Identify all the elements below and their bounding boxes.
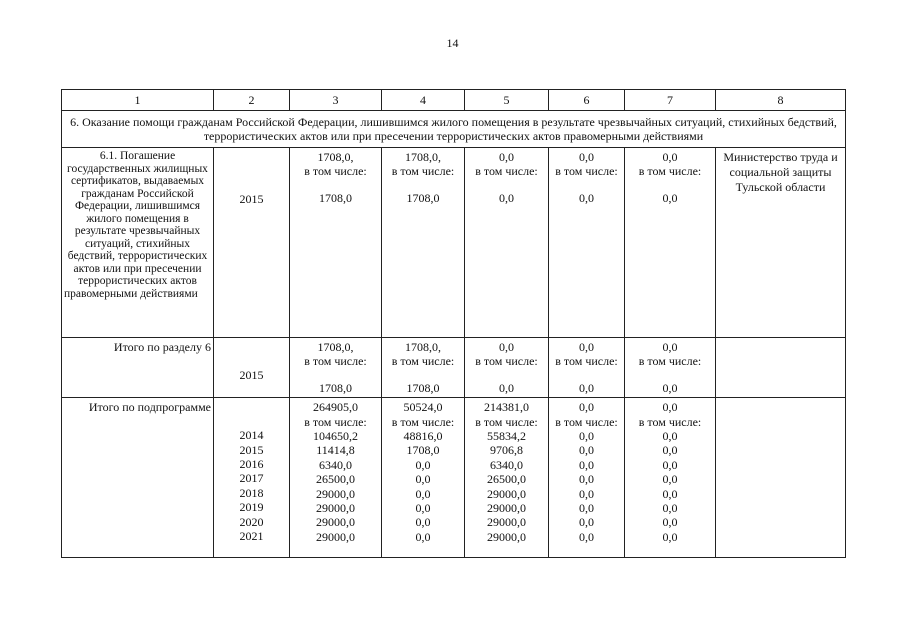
year-value: 1708,0 [406, 380, 440, 395]
year-value: 0,0 [662, 190, 678, 205]
year-value: 29000,0 [316, 529, 355, 544]
year-value: 29000,0 [487, 529, 526, 544]
year: 2014 [239, 428, 264, 443]
total-value: 0,0 [579, 400, 594, 415]
total-value: 0,0 [579, 340, 594, 354]
year: 2020 [239, 514, 264, 529]
header-cell: 3 [290, 90, 382, 111]
year-value: 6340,0 [490, 457, 523, 472]
including-label: в том числе: [638, 414, 702, 429]
year-value: 0,0 [662, 486, 678, 501]
year-value: 29000,0 [487, 515, 526, 530]
col3-cell [290, 148, 382, 338]
section-total-label: Итого по разделу 6 [62, 338, 214, 398]
year: 2015 [239, 442, 264, 457]
header-cell: 2 [214, 90, 290, 111]
total-value: 0,0 [662, 150, 678, 164]
year-value: 0,0 [662, 501, 678, 516]
year-value: 0,0 [579, 380, 594, 395]
year-value: 0,0 [415, 501, 431, 516]
including-label: в том числе: [555, 164, 618, 179]
year-value: 0,0 [662, 515, 678, 530]
total-value: 214381,0 [484, 400, 529, 415]
header-cell: 6 [549, 90, 625, 111]
total-value: 1708,0, [317, 340, 354, 354]
year-value: 0,0 [415, 515, 431, 530]
table-row [62, 398, 846, 558]
year-value: 29000,0 [487, 486, 526, 501]
total-value: 0,0 [499, 150, 514, 164]
including-label: в том числе: [475, 354, 538, 369]
year: 2017 [239, 471, 264, 486]
col6-cell [549, 148, 625, 338]
subprogram-total-label: Итого по подпрограмме [62, 398, 214, 558]
page-number: 14 [446, 36, 459, 50]
year-value: 11414,8 [316, 443, 355, 458]
year-value: 0,0 [579, 486, 594, 501]
year-value: 48816,0 [403, 429, 443, 444]
including-label: в том числе: [638, 164, 702, 179]
executor: Министерство труда и социальной защиты Тульской области [716, 148, 846, 338]
year-value: 0,0 [415, 457, 431, 472]
year-value: 29000,0 [487, 501, 526, 516]
year-value: 9706,8 [490, 443, 523, 458]
year-value: 104650,2 [313, 429, 358, 444]
year-value: 0,0 [579, 529, 594, 544]
year-value: 29000,0 [316, 515, 355, 530]
total-value: 0,0 [662, 400, 678, 415]
year-value: 0,0 [579, 472, 594, 487]
including-label: в том числе: [475, 164, 538, 179]
col6-cell [549, 338, 625, 398]
year-value: 26500,0 [487, 472, 526, 487]
including-label: в том числе: [555, 414, 618, 429]
year-value: 0,0 [662, 429, 678, 444]
col3-cell [290, 398, 382, 558]
section-row [62, 111, 846, 148]
financing-table [61, 89, 846, 558]
col7-cell [625, 148, 716, 338]
year: 2018 [239, 485, 264, 500]
year-value: 0,0 [662, 443, 678, 458]
including-label: в том числе: [304, 164, 367, 179]
year-value: 0,0 [579, 190, 594, 205]
including-label: в том числе: [391, 414, 455, 429]
header-cell: 5 [465, 90, 549, 111]
col4-cell [382, 148, 465, 338]
col7-cell [625, 338, 716, 398]
header-cell: 4 [382, 90, 465, 111]
including-label: в том числе: [391, 354, 455, 369]
empty-cell [716, 338, 846, 398]
col5-cell [465, 338, 549, 398]
years-cell [214, 398, 290, 558]
year: 2015 [239, 368, 264, 382]
year-value: 0,0 [579, 501, 594, 516]
total-value: 0,0 [499, 340, 514, 354]
total-value: 1708,0, [405, 150, 441, 164]
year-value: 6340,0 [319, 457, 352, 472]
header-cell: 8 [716, 90, 846, 111]
year-value: 29000,0 [316, 486, 355, 501]
total-value: 50524,0 [403, 400, 443, 415]
year-value: 0,0 [662, 380, 678, 395]
including-label: в том числе: [638, 354, 702, 369]
including-label: в том числе: [475, 414, 538, 429]
total-value: 1708,0, [317, 150, 354, 164]
year-value: 0,0 [579, 515, 594, 530]
including-label: в том числе: [304, 354, 367, 369]
col5-cell [465, 148, 549, 338]
year-value: 0,0 [499, 380, 514, 395]
year-value: 26500,0 [316, 472, 355, 487]
col4-cell [382, 338, 465, 398]
col6-cell [549, 398, 625, 558]
table-row [62, 338, 846, 398]
section-title: 6. Оказание помощи гражданам Российской Федерации, лишившимся жилого помещения в результате чрезвычайных ситуаций, стихийных бедствий, террористических актов или при пресечении террористических актов правомерными действиями [62, 111, 846, 148]
including-label: в том числе: [555, 354, 618, 369]
year-value: 0,0 [662, 472, 678, 487]
measure-name: 6.1. Погашение государственных жилищных сертификатов, выдаваемых гражданам Российской Федерации, лишившимся жилого помещения в результате чрезвычайных ситуаций, стихийных бедствий, террористических актов или при пресечении террористических актов правомерными действиями [62, 148, 214, 338]
year-value: 29000,0 [316, 501, 355, 516]
col3-cell [290, 338, 382, 398]
year-cell [214, 338, 290, 398]
year-value: 0,0 [662, 457, 678, 472]
year-value: 0,0 [499, 190, 514, 205]
total-value: 0,0 [662, 340, 678, 354]
year-value: 0,0 [415, 529, 431, 544]
year-value: 1708,0 [406, 190, 440, 205]
header-row [62, 90, 846, 111]
col7-cell [625, 398, 716, 558]
year-value: 1708,0 [319, 380, 352, 395]
year-value: 0,0 [662, 529, 678, 544]
year-value: 0,0 [579, 457, 594, 472]
year: 2016 [239, 457, 264, 472]
year-value: 0,0 [579, 443, 594, 458]
empty-cell [716, 398, 846, 558]
including-label: в том числе: [391, 164, 455, 179]
year-value: 1708,0 [319, 190, 352, 205]
year-value: 1708,0 [406, 443, 440, 458]
year: 2021 [239, 529, 264, 544]
year-value: 0,0 [579, 429, 594, 444]
year-value: 55834,2 [487, 429, 526, 444]
header-cell: 1 [62, 90, 214, 111]
year-value: 0,0 [415, 472, 431, 487]
year: 2019 [239, 500, 264, 515]
col5-cell [465, 398, 549, 558]
total-value: 264905,0 [313, 400, 358, 415]
total-value: 0,0 [579, 150, 594, 164]
including-label: в том числе: [304, 414, 367, 429]
table-row [62, 148, 846, 338]
year-cell [214, 148, 290, 338]
col4-cell [382, 398, 465, 558]
header-cell: 7 [625, 90, 716, 111]
year: 2015 [239, 192, 264, 206]
year-value: 0,0 [415, 486, 431, 501]
total-value: 1708,0, [405, 340, 441, 354]
